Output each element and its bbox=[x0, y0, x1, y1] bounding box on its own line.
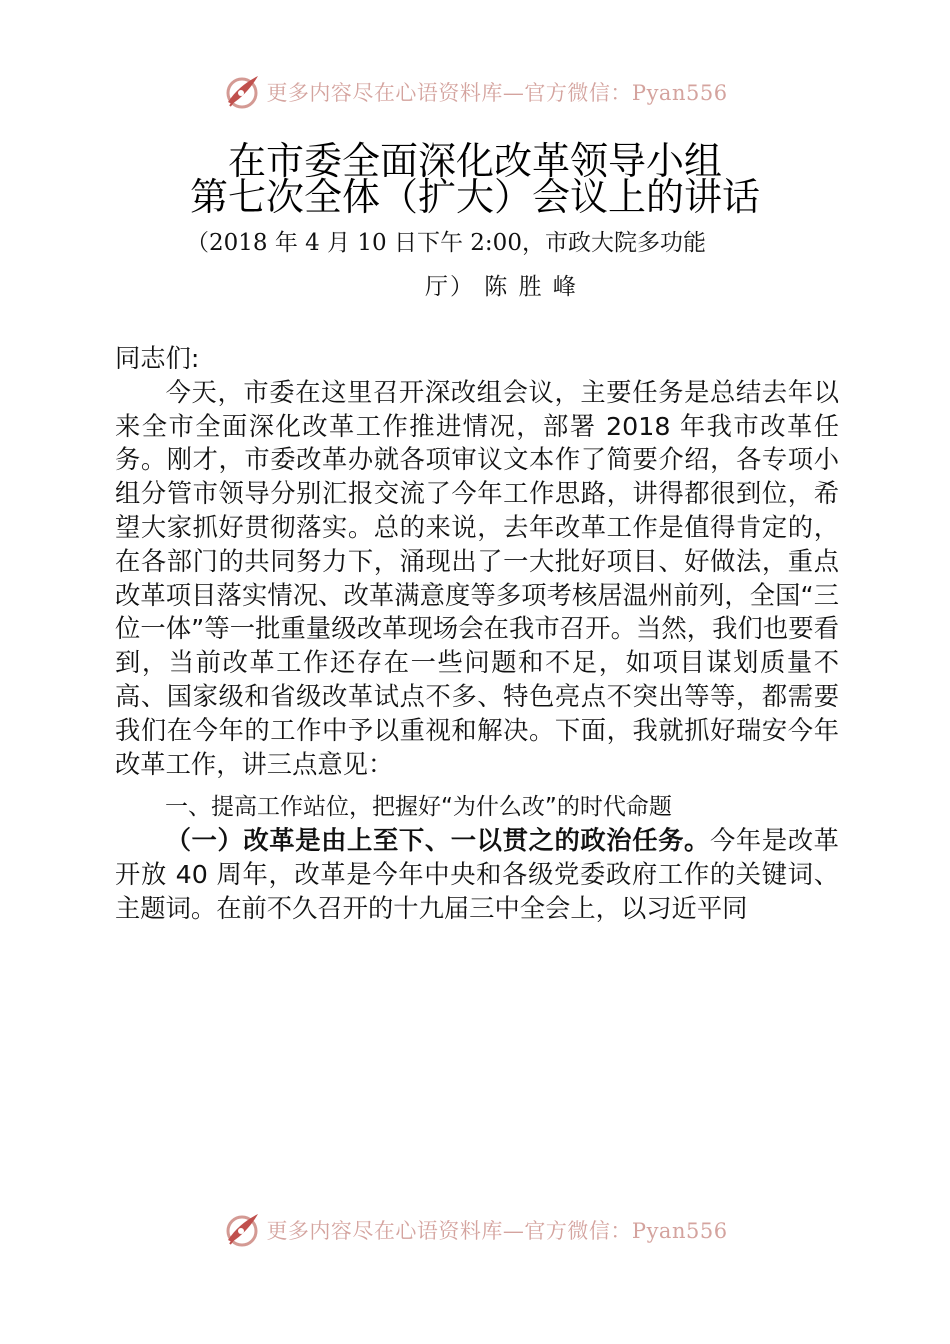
section-heading-1: 一、提高工作站位，把握好“为什么改”的时代命题 bbox=[165, 794, 672, 821]
quill-logo-icon bbox=[222, 1210, 262, 1250]
greeting: 同志们: bbox=[115, 344, 200, 373]
quill-logo-icon bbox=[222, 72, 262, 112]
document-title-line2: 第七次全体（扩大）会议上的讲话 bbox=[189, 175, 760, 219]
subsection-1-text: 今年是改革开放 40 周年，改革是今年中央和各级党委政府工作的关键词、主题词。在前不久召开的十九届三中全会上，以习近平同 bbox=[115, 826, 839, 923]
watermark-footer bbox=[0, 1208, 950, 1252]
document-subtitle-line2: 厅） 陈 胜 峰 bbox=[425, 274, 578, 300]
paragraph-subsection-1 bbox=[115, 824, 839, 925]
document-body bbox=[115, 342, 839, 926]
watermark-text: 更多内容尽在心语资料库—官方微信：Pyan556 bbox=[266, 1219, 728, 1243]
paragraph-intro: 今天，市委在这里召开深改组会议，主要任务是总结去年以来全市全面深化改革工作推进情况，部署 2018 年我市改革任务。刚才，市委改革办就各项审议文本作了简要介绍，各专项小组分管市领导分别汇报交流了今年工作思路，讲得都很到位，希望大家抓好贯彻落实。总的来说，去年改革工作是值得肯定的，在各部门的共同努力下，涌现出了一大批好项目、好做法，重点改革项目落实情况、改革满意度等多项考核居温州前列，全国“三位一体”等一批重量级改革现场会在我市召开。当然，我们也要看到，当前改革工作还存在一些问题和不足，如项目谋划质量不高、国家级和省级改革试点不多、特色亮点不突出等等，都需要我们在今年的工作中予以重视和解决。下面，我就抓好瑞安今年改革工作，讲三点意见： bbox=[115, 377, 839, 779]
subsection-1-heading: （一）改革是由上至下、一以贯之的政治任务。 bbox=[165, 826, 710, 856]
watermark-header bbox=[0, 70, 950, 114]
watermark-text: 更多内容尽在心语资料库—官方微信：Pyan556 bbox=[266, 81, 728, 105]
document-title-line1: 在市委全面深化改革领导小组 bbox=[227, 139, 722, 183]
document-subtitle-line1: （2018 年 4 月 10 日下午 2:00，市政大院多功能 bbox=[186, 230, 706, 256]
